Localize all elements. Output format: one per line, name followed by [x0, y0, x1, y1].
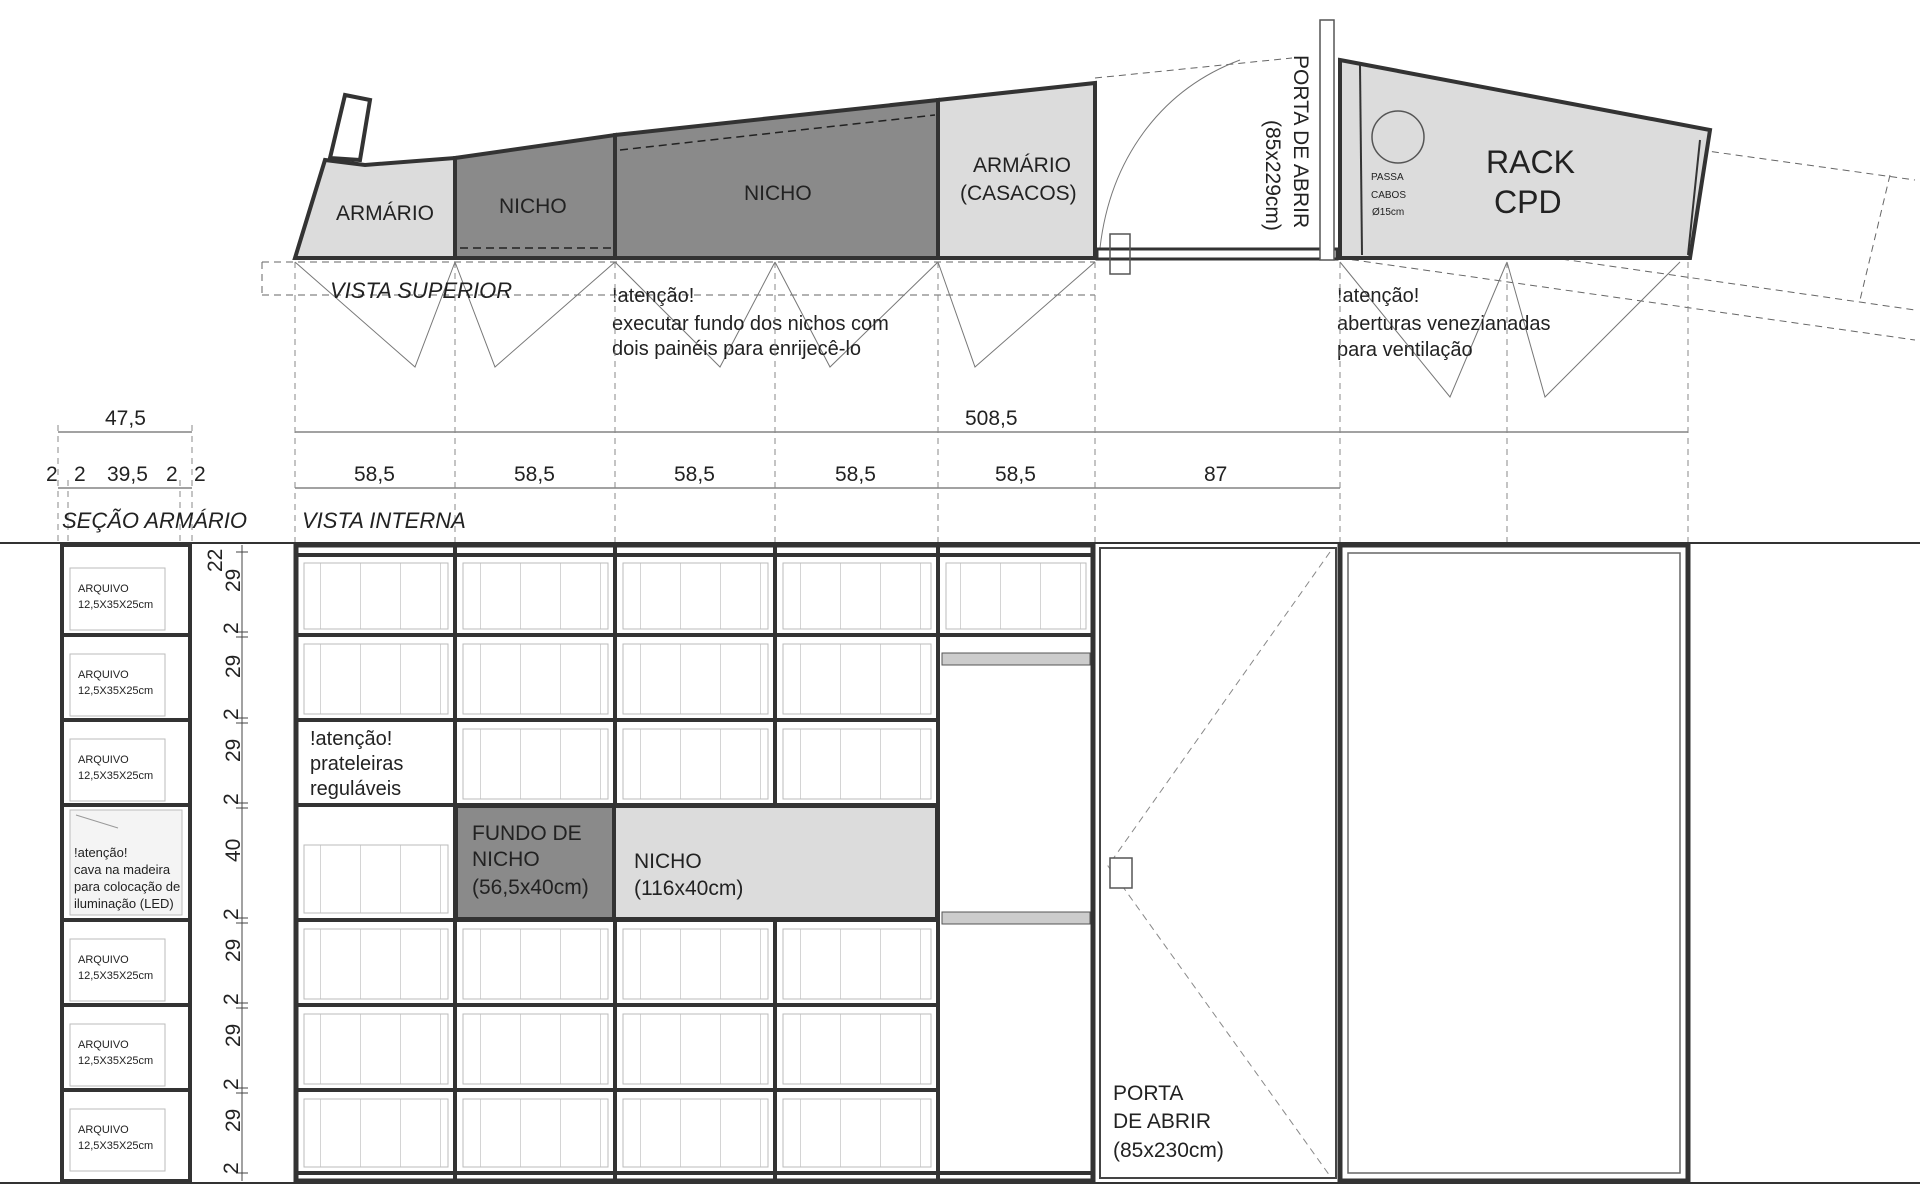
door-label-1: PORTA: [1113, 1082, 1184, 1105]
module-dim-5: 58,5: [995, 463, 1036, 486]
led-note-2: cava na madeira: [74, 862, 171, 877]
file-label-5b: 12,5X35X25cm: [78, 1055, 154, 1067]
rack-note-2: aberturas venezianadas: [1337, 313, 1551, 335]
internal-view: [296, 545, 1688, 1181]
top-view-title: VISTA SUPERIOR: [330, 278, 513, 303]
led-note-4: iluminação (LED): [74, 896, 174, 911]
height-dim-8: 2: [220, 908, 243, 920]
porta-plan-label-2: (85x229cm): [1261, 120, 1284, 231]
door-handle: [1110, 858, 1132, 888]
passa-cabos-2: CABOS: [1371, 190, 1407, 201]
file-label-6a: ARQUIVO: [78, 1124, 129, 1136]
height-dim-0: 22: [204, 548, 227, 572]
section-dim-3: 39,5: [107, 463, 148, 486]
fundo-label-2: NICHO: [472, 848, 540, 871]
armario-casacos-label-1: ARMÁRIO: [973, 154, 1072, 177]
height-dim-4: 2: [220, 708, 243, 720]
armario-casacos-label-2: (CASACOS): [960, 182, 1077, 205]
coat-rail-1: [942, 653, 1090, 665]
module-dim-2: 58,5: [514, 463, 555, 486]
height-dim-9: 29: [222, 938, 245, 962]
internal-view-title: VISTA INTERNA: [302, 508, 466, 533]
height-dim-10: 2: [220, 993, 243, 1005]
rack-note-1: !atenção!: [1337, 285, 1420, 307]
file-label-3a: ARQUIVO: [78, 754, 129, 766]
nichos-note-3: dois painéis para enrijecê-lo: [612, 338, 862, 360]
armario-small-box: [330, 95, 370, 160]
nicho-wide-label-1: NICHO: [634, 850, 702, 873]
section-dim-4: 2: [166, 463, 178, 486]
file-label-2b: 12,5X35X25cm: [78, 685, 154, 697]
file-label-1a: ARQUIVO: [78, 583, 129, 595]
module-dim-4: 58,5: [835, 463, 876, 486]
rack-label-1: RACK: [1486, 144, 1575, 180]
section-dim-1: 2: [46, 463, 58, 486]
nicho-top-2: [615, 100, 938, 258]
door-frame-plan: [1320, 20, 1334, 260]
rack-cabinet: [1340, 545, 1688, 1181]
file-label-1b: 12,5X35X25cm: [78, 599, 154, 611]
door-label-3: (85x230cm): [1113, 1139, 1224, 1162]
nichos-note-2: executar fundo dos nichos com: [612, 313, 889, 335]
total-dim: 508,5: [965, 407, 1018, 430]
passa-cabos-3: Ø15cm: [1372, 207, 1405, 218]
height-dim-5: 29: [222, 738, 245, 762]
module-dim-3: 58,5: [674, 463, 715, 486]
height-dim-11: 29: [222, 1023, 245, 1047]
led-note-1: !atenção!: [74, 845, 128, 860]
nicho-wide-label-2: (116x40cm): [634, 877, 744, 900]
shelf-note-2: prateleiras: [310, 753, 404, 775]
module-dim-1: 58,5: [354, 463, 395, 486]
section-total-dim: 47,5: [105, 407, 146, 430]
section-dim-2: 2: [74, 463, 86, 486]
nicho-1-label: NICHO: [499, 195, 567, 218]
nichos-note-1: !atenção!: [612, 285, 695, 307]
door-swing-arc: [1100, 60, 1240, 248]
door-leaf-plan: [1097, 249, 1337, 259]
height-dim-14: 2: [220, 1162, 243, 1174]
file-label-5a: ARQUIVO: [78, 1039, 129, 1051]
section-view: [62, 545, 248, 1181]
porta-plan-label-1: PORTA DE ABRIR: [1289, 55, 1312, 229]
height-dim-6: 2: [220, 793, 243, 805]
module-dim-6: 87: [1204, 463, 1228, 486]
door-label-2: DE ABRIR: [1113, 1110, 1212, 1133]
section-dim-5: 2: [194, 463, 206, 486]
armario-label: ARMÁRIO: [336, 202, 435, 225]
shelf-note-1: !atenção!: [310, 728, 393, 750]
top-view: [262, 20, 1915, 397]
coat-rail-2: [942, 912, 1090, 924]
file-label-4b: 12,5X35X25cm: [78, 970, 154, 982]
height-dim-7: 40: [222, 838, 245, 862]
section-title: SEÇÃO ARMÁRIO: [62, 508, 247, 533]
passa-cabos-1: PASSA: [1371, 172, 1404, 183]
height-dim-13: 29: [222, 1108, 245, 1132]
led-note-3: para colocação de: [74, 879, 181, 894]
fundo-label-3: (56,5x40cm): [472, 876, 589, 899]
nicho-2-label: NICHO: [744, 182, 812, 205]
fundo-label-1: FUNDO DE: [472, 822, 582, 845]
file-label-6b: 12,5X35X25cm: [78, 1140, 154, 1152]
file-label-2a: ARQUIVO: [78, 669, 129, 681]
height-dim-2: 2: [220, 622, 243, 634]
shelf-note-3: reguláveis: [310, 778, 402, 800]
height-dim-12: 2: [220, 1078, 243, 1090]
file-label-4a: ARQUIVO: [78, 954, 129, 966]
file-label-3b: 12,5X35X25cm: [78, 770, 154, 782]
height-dim-3: 29: [222, 654, 245, 678]
vertical-guides: [58, 262, 1688, 545]
rack-note-3: para ventilação: [1337, 339, 1473, 361]
rack-label-2: CPD: [1494, 184, 1562, 220]
height-dim-1: 29: [222, 568, 245, 592]
